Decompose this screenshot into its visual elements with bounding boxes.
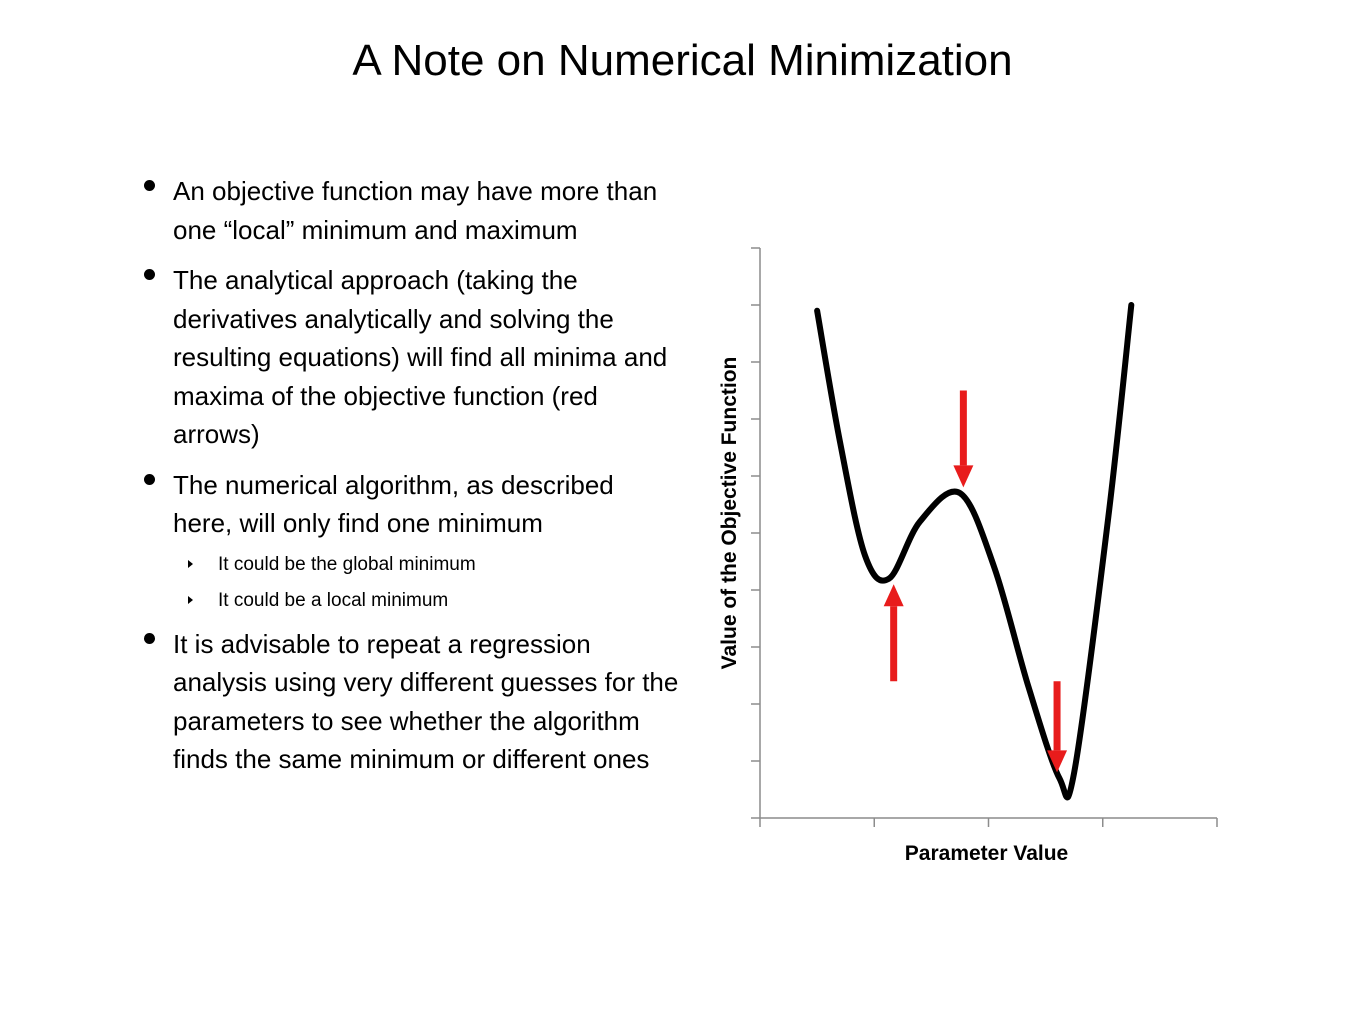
triangle-bullet-icon [188,596,193,604]
triangle-bullet-icon [188,560,193,568]
bullet-dot-icon [144,633,155,644]
sub-bullet-text: It could be the global minimum [218,553,476,575]
objective-curve [817,305,1131,797]
x-axis-title: Parameter Value [904,842,1069,865]
sub-bullet-item [173,553,680,577]
bullet-dot-icon [144,180,155,191]
bullet-dot-icon [144,269,155,280]
bullet-dot-icon [144,474,155,485]
sub-bullet-list [173,553,680,613]
bullet-item [140,172,680,249]
up-arrow-icon [884,584,904,681]
y-axis-title: Value of the Objective Function [718,356,741,670]
bullet-item [140,625,680,779]
bullet-item [140,466,680,613]
bullet-text: It is advisable to repeat a regression analysis using very different guesses for the parameters to see whether the algorithm finds the same minimum or different ones [173,628,679,774]
objective-function-chart [700,230,1240,890]
down-arrow-icon [953,391,973,488]
slide-title: A Note on Numerical Minimization [352,36,1013,85]
arrow-head [884,584,904,606]
sub-bullet-text: It could be a local minimum [218,589,449,611]
bullet-list [140,172,680,791]
bullet-item [140,261,680,454]
sub-bullet-item [173,589,680,613]
bullet-text: An objective function may have more than one “local” minimum and maximum [173,176,658,245]
arrow-head [953,465,973,487]
bullet-text: The numerical algorithm, as described here, will only find one minimum [173,469,614,538]
bullet-text: The analytical approach (taking the derivatives analytically and solving the resulting equations) will find all minima and maxima of the objective function (red arrows) [173,265,668,449]
